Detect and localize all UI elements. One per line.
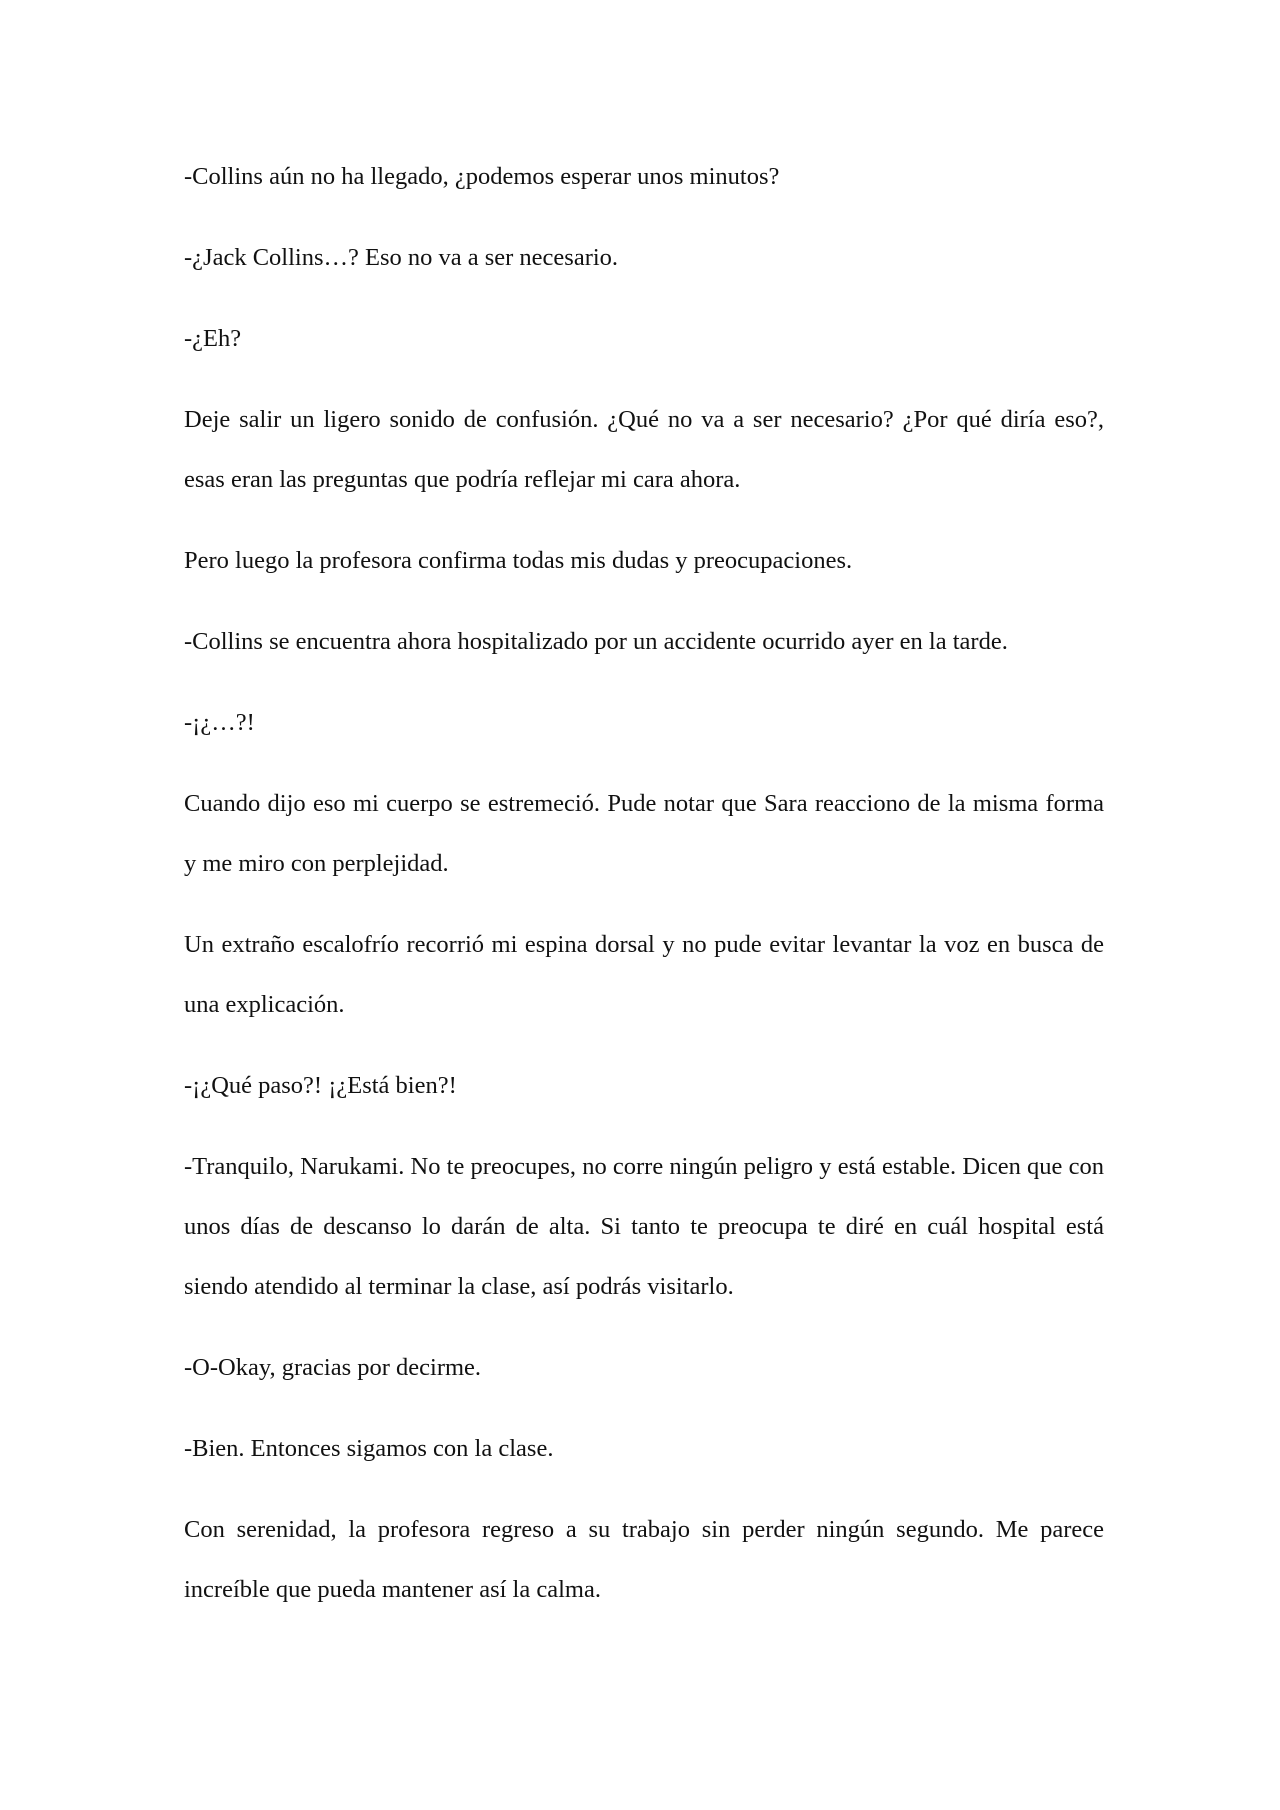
- paragraph: -¡¿Qué paso?! ¡¿Está bien?!: [184, 1072, 457, 1099]
- paragraph: -O-Okay, gracias por decirme.: [184, 1354, 482, 1381]
- paragraph: Cuando dijo eso mi cuerpo se estremeció. Pude notar que Sara reacciono de la misma forma y me miro con perplejidad.: [184, 790, 1104, 877]
- paragraph: Deje salir un ligero sonido de confusión. ¿Qué no va a ser necesario? ¿Por qué diría eso?, esas eran las preguntas que podría reflejar mi cara ahora.: [184, 406, 1104, 493]
- paragraph: -¿Jack Collins…? Eso no va a ser necesario.: [184, 244, 619, 271]
- document-body: [184, 147, 1104, 1641]
- paragraph: Con serenidad, la profesora regreso a su trabajo sin perder ningún segundo. Me parece increíble que pueda mantener así la calma.: [184, 1516, 1104, 1603]
- paragraph: Un extraño escalofrío recorrió mi espina dorsal y no pude evitar levantar la voz en busca de una explicación.: [184, 931, 1104, 1018]
- paragraph: -Bien. Entonces sigamos con la clase.: [184, 1435, 554, 1462]
- paragraph: -¡¿…?!: [184, 709, 255, 736]
- paragraph: Pero luego la profesora confirma todas mis dudas y preocupaciones.: [184, 547, 853, 574]
- paragraph: -Tranquilo, Narukami. No te preocupes, no corre ningún peligro y está estable. Dicen que con unos días de descanso lo darán de alta. Si tanto te preocupa te diré en cuál hospital está siendo atendido al terminar la clase, así podrás visitarlo.: [184, 1153, 1104, 1300]
- paragraph: -Collins aún no ha llegado, ¿podemos esperar unos minutos?: [184, 163, 780, 190]
- paragraph: -¿Eh?: [184, 325, 242, 352]
- paragraph: -Collins se encuentra ahora hospitalizado por un accidente ocurrido ayer en la tarde.: [184, 628, 1008, 655]
